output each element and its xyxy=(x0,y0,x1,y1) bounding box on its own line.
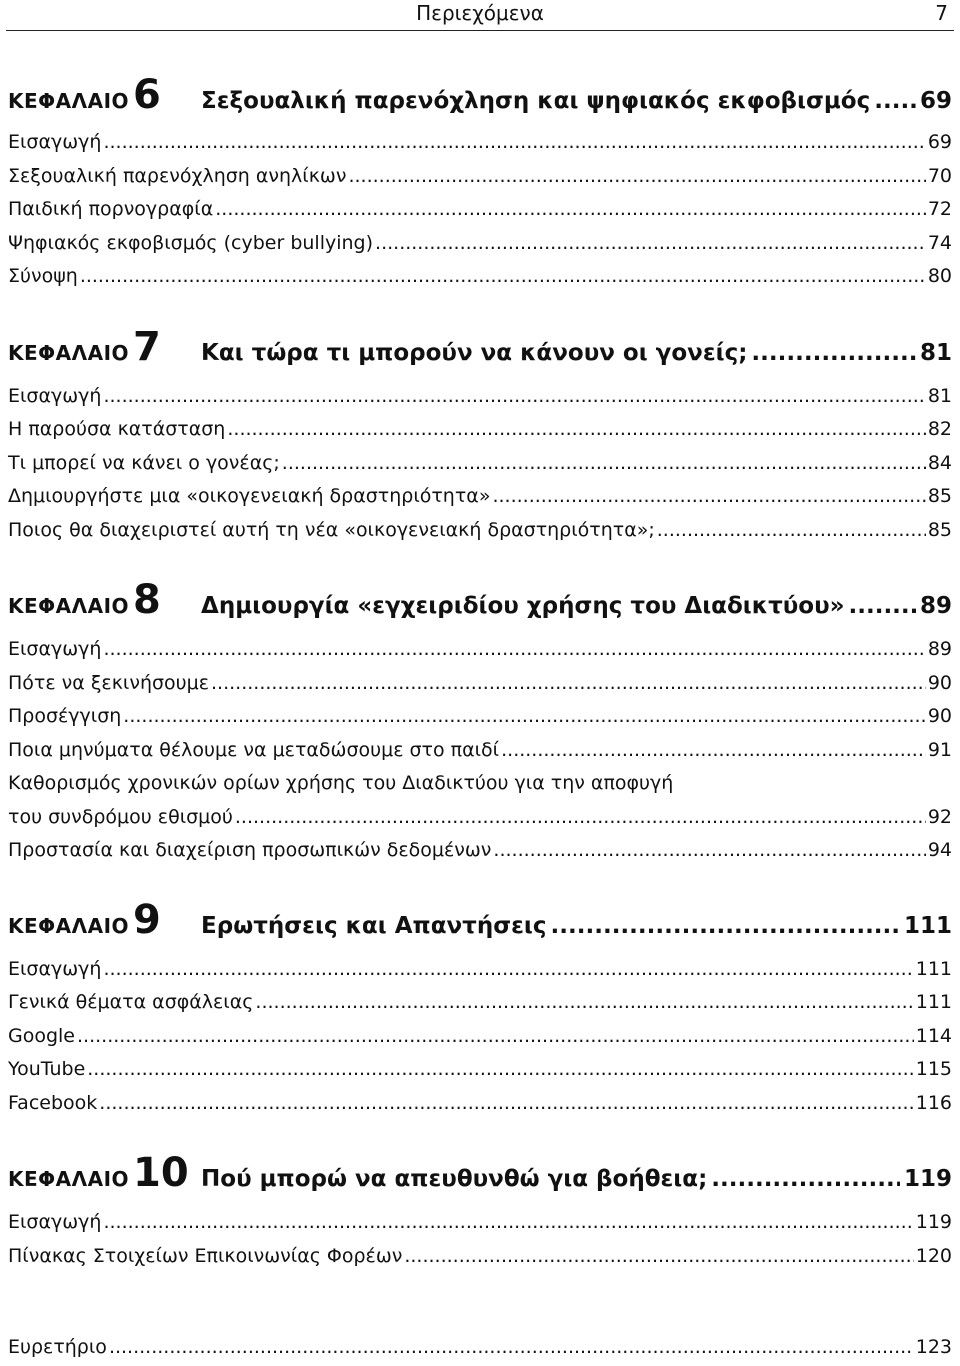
chapter-title: Και τώρα τι μπορούν να κάνουν οι γονείς; xyxy=(201,340,748,366)
chapter-title: Ερωτήσεις και Απαντήσεις xyxy=(201,913,547,939)
toc-entry[interactable] xyxy=(8,418,952,448)
leader-dots xyxy=(103,638,925,660)
entry-title: Προσέγγιση xyxy=(8,705,122,727)
chapter-label: ΚΕΦΑΛΑΙΟ xyxy=(8,914,130,938)
toc-entry[interactable] xyxy=(8,1211,952,1241)
toc-entry-line1[interactable]: Καθορισμός χρονικών ορίων χρήσης του Διαδικτύου για την αποφυγή xyxy=(8,772,674,794)
entry-title: Ποια μηνύματα θέλουμε να μεταδώσουμε στο παιδί xyxy=(8,739,500,761)
toc-entry[interactable] xyxy=(8,958,952,988)
entry-title: Ποιος θα διαχειριστεί αυτή τη νέα «οικογενειακή δραστηριότητα»; xyxy=(8,519,655,541)
header-rule xyxy=(6,30,954,31)
leader-dots xyxy=(87,1058,913,1080)
leader-dots xyxy=(375,232,926,254)
entry-page: 111 xyxy=(915,991,952,1013)
toc-entry[interactable] xyxy=(8,739,952,769)
leader-dots xyxy=(80,265,926,287)
leader-dots xyxy=(711,1166,900,1192)
chapter-title: Δημιουργία «εγχειριδίου χρήσης του Διαδικτύου» xyxy=(201,593,845,619)
entry-title: Τι μπορεί να κάνει ο γονέας; xyxy=(8,452,280,474)
entry-page: 81 xyxy=(927,385,952,407)
entry-title: Ψηφιακός εκφοβισμός (cyber bullying) xyxy=(8,232,374,254)
page-number: 7 xyxy=(935,1,948,25)
entry-page: 69 xyxy=(927,131,952,153)
leader-dots xyxy=(77,1025,914,1047)
entry-page: 70 xyxy=(927,165,952,187)
entry-title: Google xyxy=(8,1025,76,1047)
leader-dots xyxy=(227,418,925,440)
entry-page: 82 xyxy=(927,418,952,440)
entry-page: 90 xyxy=(927,672,952,694)
chapter-page: 111 xyxy=(903,913,952,939)
entry-page: 111 xyxy=(915,958,952,980)
chapter-10-heading xyxy=(8,1150,952,1196)
chapter-number: 10 xyxy=(133,1150,189,1196)
leader-dots xyxy=(501,739,926,761)
toc-entry[interactable] xyxy=(8,232,952,262)
toc-entry[interactable] xyxy=(8,452,952,482)
toc-entry[interactable] xyxy=(8,485,952,515)
entry-page: 116 xyxy=(915,1092,952,1114)
entry-page: 94 xyxy=(927,839,952,861)
leader-dots xyxy=(211,672,926,694)
entry-page: 74 xyxy=(927,232,952,254)
chapter-page: 119 xyxy=(903,1166,952,1192)
leader-dots xyxy=(282,452,926,474)
entry-page: 92 xyxy=(927,806,952,828)
leader-dots xyxy=(255,991,913,1013)
leader-dots xyxy=(874,88,916,114)
leader-dots xyxy=(103,1211,913,1233)
entry-title: Εισαγωγή xyxy=(8,131,102,153)
chapter-6-heading xyxy=(8,72,952,118)
entry-page: 84 xyxy=(927,452,952,474)
chapter-number: 8 xyxy=(133,577,161,623)
entry-title: Εισαγωγή xyxy=(8,638,102,660)
toc-entry[interactable] xyxy=(8,131,952,161)
entry-page: 72 xyxy=(927,198,952,220)
toc-entry[interactable] xyxy=(8,165,952,195)
leader-dots xyxy=(109,1336,914,1358)
leader-dots xyxy=(103,131,925,153)
chapter-number: 9 xyxy=(133,897,161,943)
chapter-number: 6 xyxy=(133,72,161,118)
chapter-label: ΚΕΦΑΛΑΙΟ xyxy=(8,594,130,618)
entry-title: Σύνοψη xyxy=(8,265,78,287)
chapter-page: 89 xyxy=(919,593,952,619)
entry-title: YouTube xyxy=(8,1058,86,1080)
toc-entry[interactable] xyxy=(8,1245,952,1275)
chapter-title: Σεξουαλική παρενόχληση και ψηφιακός εκφοβισμός xyxy=(201,88,871,114)
entry-title: Γενικά θέματα ασφάλειας xyxy=(8,991,254,1013)
toc-entry[interactable] xyxy=(8,991,952,1021)
entry-page: 119 xyxy=(915,1211,952,1233)
leader-dots xyxy=(103,385,925,407)
entry-title: Παιδική πορνογραφία xyxy=(8,198,214,220)
leader-dots xyxy=(657,519,926,541)
toc-entry[interactable] xyxy=(8,265,952,295)
toc-entry[interactable] xyxy=(8,638,952,668)
leader-dots xyxy=(103,958,913,980)
entry-title: Πότε να ξεκινήσουμε xyxy=(8,672,210,694)
leader-dots xyxy=(492,485,925,507)
entry-page: 123 xyxy=(915,1336,952,1358)
toc-entry[interactable] xyxy=(8,705,952,735)
entry-title: Σεξουαλική παρενόχληση ανηλίκων xyxy=(8,165,347,187)
toc-entry-index[interactable] xyxy=(8,1336,952,1366)
toc-entry[interactable] xyxy=(8,839,952,869)
leader-dots xyxy=(551,913,900,939)
entry-title: Δημιουργήστε μια «οικογενειακή δραστηριότητα» xyxy=(8,485,491,507)
chapter-8-heading xyxy=(8,577,952,623)
entry-page: 114 xyxy=(915,1025,952,1047)
entry-title: Προστασία και διαχείριση προσωπικών δεδομένων xyxy=(8,839,492,861)
entry-page: 120 xyxy=(915,1245,952,1267)
chapter-number: 7 xyxy=(133,324,161,370)
toc-entry[interactable] xyxy=(8,385,952,415)
entry-title: Εισαγωγή xyxy=(8,1211,102,1233)
chapter-9-heading xyxy=(8,897,952,943)
chapter-label: ΚΕΦΑΛΑΙΟ xyxy=(8,1167,130,1191)
entry-title: Εισαγωγή xyxy=(8,958,102,980)
entry-title: του συνδρόμου εθισμού xyxy=(8,806,233,828)
leader-dots xyxy=(849,593,916,619)
chapter-title: Πού μπορώ να απευθυνθώ για βοήθεια; xyxy=(201,1166,708,1192)
leader-dots xyxy=(235,806,926,828)
chapter-page: 69 xyxy=(919,88,952,114)
entry-page: 91 xyxy=(927,739,952,761)
leader-dots xyxy=(99,1092,913,1114)
toc-entry[interactable] xyxy=(8,519,952,549)
toc-entry[interactable] xyxy=(8,806,952,836)
leader-dots xyxy=(215,198,926,220)
toc-entry[interactable] xyxy=(8,1025,952,1055)
page-header xyxy=(0,0,960,30)
chapter-7-heading xyxy=(8,324,952,370)
toc-entry[interactable] xyxy=(8,1058,952,1088)
chapter-page: 81 xyxy=(919,340,952,366)
leader-dots xyxy=(404,1245,913,1267)
leader-dots xyxy=(123,705,926,727)
chapter-label: ΚΕΦΑΛΑΙΟ xyxy=(8,341,130,365)
entry-title: Ευρετήριο xyxy=(8,1336,107,1358)
chapter-label: ΚΕΦΑΛΑΙΟ xyxy=(8,89,130,113)
entry-page: 115 xyxy=(915,1058,952,1080)
entry-page: 89 xyxy=(927,638,952,660)
page-title: Περιεχόμενα xyxy=(416,1,544,25)
entry-page: 85 xyxy=(927,519,952,541)
entry-page: 80 xyxy=(927,265,952,287)
toc-entry[interactable] xyxy=(8,672,952,702)
leader-dots xyxy=(751,340,916,366)
entry-title: Η παρούσα κατάσταση xyxy=(8,418,226,440)
leader-dots xyxy=(348,165,925,187)
entry-title: Πίνακας Στοιχείων Επικοινωνίας Φορέων xyxy=(8,1245,403,1267)
toc-entry[interactable] xyxy=(8,198,952,228)
entry-title: Εισαγωγή xyxy=(8,385,102,407)
entry-page: 85 xyxy=(927,485,952,507)
leader-dots xyxy=(493,839,925,861)
entry-page: 90 xyxy=(927,705,952,727)
entry-title: Facebook xyxy=(8,1092,98,1114)
toc-entry[interactable] xyxy=(8,1092,952,1122)
